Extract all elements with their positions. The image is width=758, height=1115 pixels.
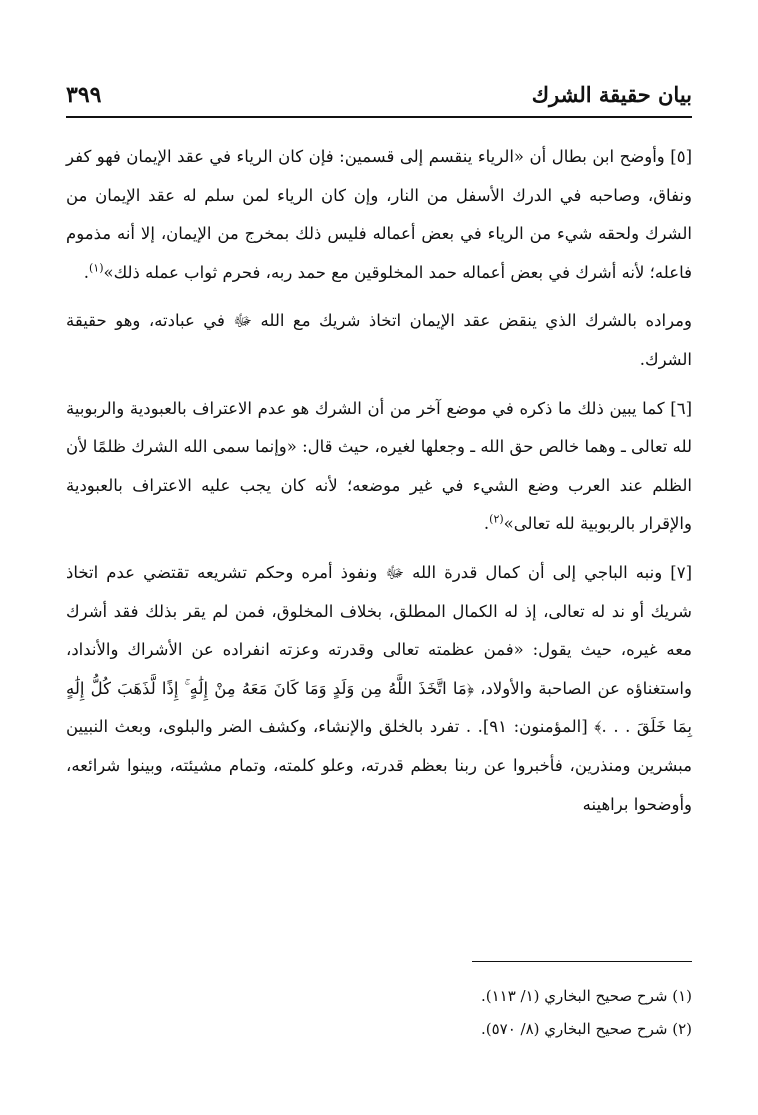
- footnote-2: (٢) شرح صحيح البخاري (٨/ ٥٧٠).: [480, 1020, 692, 1038]
- paragraph-text: [٧] ونبه الباجي إلى أن كمال قدرة الله ﷻ ونفوذ أمره وحكم تشريعه تقتضي عدم اتخاذ شريك أو ند له تعالى، إذ له الكمال المطلق، بخلاف المخلوق، فمن لم يقر بذلك فقد أشرك معه غيره، حيث يقول: «فمن عظمته تعالى وقدرته وعزته انفراده عن الأشراك والأنداد، واستغناؤه عن الصاحبة والأولاد، ﴿مَا اتَّخَذَ اللَّهُ مِن وَلَدٍ وَمَا كَانَ مَعَهُ مِنْ إِلَٰهٍ ۚ إِذًا لَّذَهَبَ كُلُّ إِلَٰهٍ بِمَا خَلَقَ . . .﴾ [المؤمنون: ٩١]. . تفرد بالخلق والإنشاء، وكشف الضر والبلوى، وبعث النبيين مبشرين ومنذرين، فأخبروا عن ربنا بعظم قدرته، وعلو كلمته، وتمام مشيئته، وبينوا شرائعه، وأوضحوا براهينه: [66, 562, 692, 814]
- paragraph-text: [٦] كما يبين ذلك ما ذكره في موضع آخر من أن الشرك هو عدم الاعتراف بالعبودية والربوبية لله تعالى ـ وهما خالص حق الله ـ وجعلها لغيره، حيث قال: «وإنما سمى الله الشرك ظلمًا لأن الظلم عند العرب وضع الشيء في غير موضعه؛ لأنه كان يجب عليه الاعتراف بالعبودية والإقرار بالربوبية لله تعالى»: [66, 398, 692, 534]
- page-header: [66, 76, 692, 118]
- page-number: ٣٩٩: [66, 82, 102, 108]
- footnote-1: (١) شرح صحيح البخاري (١/ ١١٣).: [480, 987, 692, 1005]
- paragraph-6: [66, 390, 692, 544]
- footnote-ref: (٢): [489, 512, 504, 526]
- footnotes: [66, 980, 692, 1046]
- body-text: [66, 138, 692, 834]
- paragraph-5: [66, 138, 692, 292]
- paragraph-5-commentary: [66, 302, 692, 379]
- paragraph-text: ومراده بالشرك الذي ينقض عقد الإيمان اتخاذ شريك مع الله ﷻ في عبادته، وهو حقيقة الشرك.: [66, 311, 692, 369]
- footnote-divider: [472, 961, 692, 962]
- paragraph-7: [66, 554, 692, 824]
- footnote-ref: (١): [88, 261, 104, 275]
- paragraph-tail: .: [483, 514, 490, 534]
- paragraph-text: [٥] وأوضح ابن بطال أن «الرياء ينقسم إلى قسمين: فإن كان الرياء في عقد الإيمان فهو كفر ونفاق، وصاحبه في الدرك الأسفل من النار، وإن كان الرياء لمن سلم له عقد الإيمان من الشرك ولحقه شيء من الرياء في بعض أعماله فليس ذلك بمخرج من الإيمان، إلا أنه مذموم فاعله؛ لأنه أشرك في بعض أعماله حمد المخلوقين مع حمد ربه، فحرم ثواب عمله ذلك»: [66, 147, 692, 282]
- running-title: بيان حقيقة الشرك: [531, 82, 692, 107]
- paragraph-tail: .: [83, 262, 89, 282]
